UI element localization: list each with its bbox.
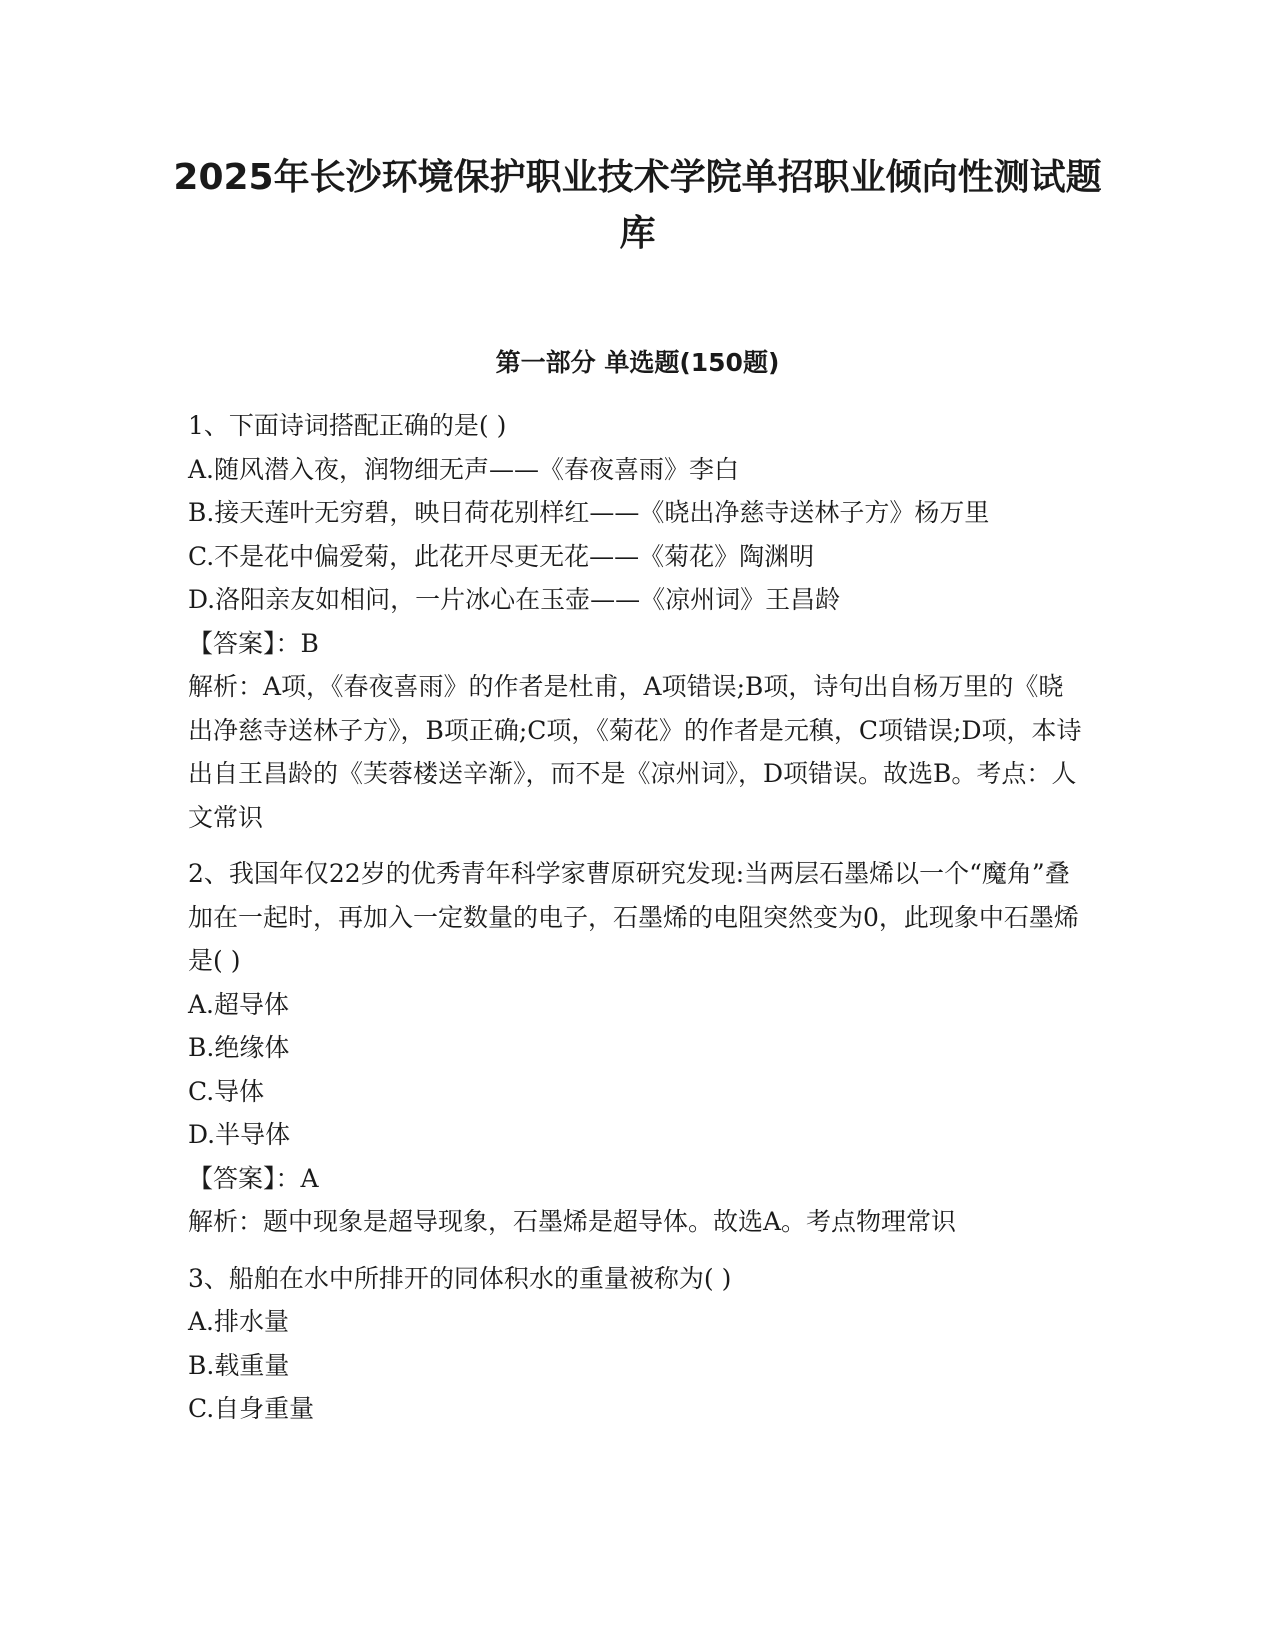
option-a: A.排水量 (188, 1307, 290, 1336)
analysis: 解析：题中现象是超导现象，石墨烯是超导体。故选A。考点物理常识 (188, 1207, 957, 1236)
option-b: B.接天莲叶无穷碧，映日荷花别样红——《晓出净慈寺送林子方》杨万里 (188, 498, 990, 527)
analysis: 解析：A项，《春夜喜雨》的作者是杜甫，A项错误;B项，诗句出自杨万里的《晓出净慈寺送林子方》，B项正确;C项，《菊花》的作者是元稹，C项错误;D项，本诗出自王昌龄的《芙蓉楼送辛渐》，而不是《凉州词》，D项错误。故选B。考点：人文常识 (188, 672, 1082, 832)
option-d: D.半导体 (188, 1120, 291, 1149)
option-a: A.随风潜入夜，润物细无声——《春夜喜雨》李白 (188, 454, 740, 484)
option-b: B.绝缘体 (188, 1033, 290, 1062)
question-stem: 3、船舶在水中所排开的同体积水的重量被称为( ) (188, 1263, 732, 1293)
question-stem: 1、下面诗词搭配正确的是( ) (188, 411, 507, 440)
option-c: C.导体 (188, 1076, 265, 1106)
document-title: 2025年长沙环境保护职业技术学院单招职业倾向性测试题库 (173, 157, 1102, 254)
question-1 (188, 404, 1088, 839)
answer: 【答案】：B (188, 628, 319, 658)
option-d: D.洛阳亲友如相问，一片冰心在玉壶——《凉州词》王昌龄 (188, 585, 841, 614)
answer: 【答案】：A (188, 1163, 319, 1193)
question-2 (188, 852, 1088, 1244)
option-a: A.超导体 (188, 989, 290, 1019)
option-c: C.自身重量 (188, 1394, 315, 1423)
question-3 (188, 1257, 1088, 1431)
question-list (188, 404, 1088, 1444)
option-c: C.不是花中偏爱菊，此花开尽更无花——《菊花》陶渊明 (188, 541, 815, 571)
question-stem: 2、我国年仅22岁的优秀青年科学家曹原研究发现:当两层石墨烯以一个“魔角”叠加在一起时，再加入一定数量的电子，石墨烯的电阻突然变为0，此现象中石墨烯是( ) (188, 859, 1079, 975)
section-title: 第一部分 单选题(150题) (495, 348, 780, 377)
option-b: B.载重量 (188, 1350, 290, 1380)
